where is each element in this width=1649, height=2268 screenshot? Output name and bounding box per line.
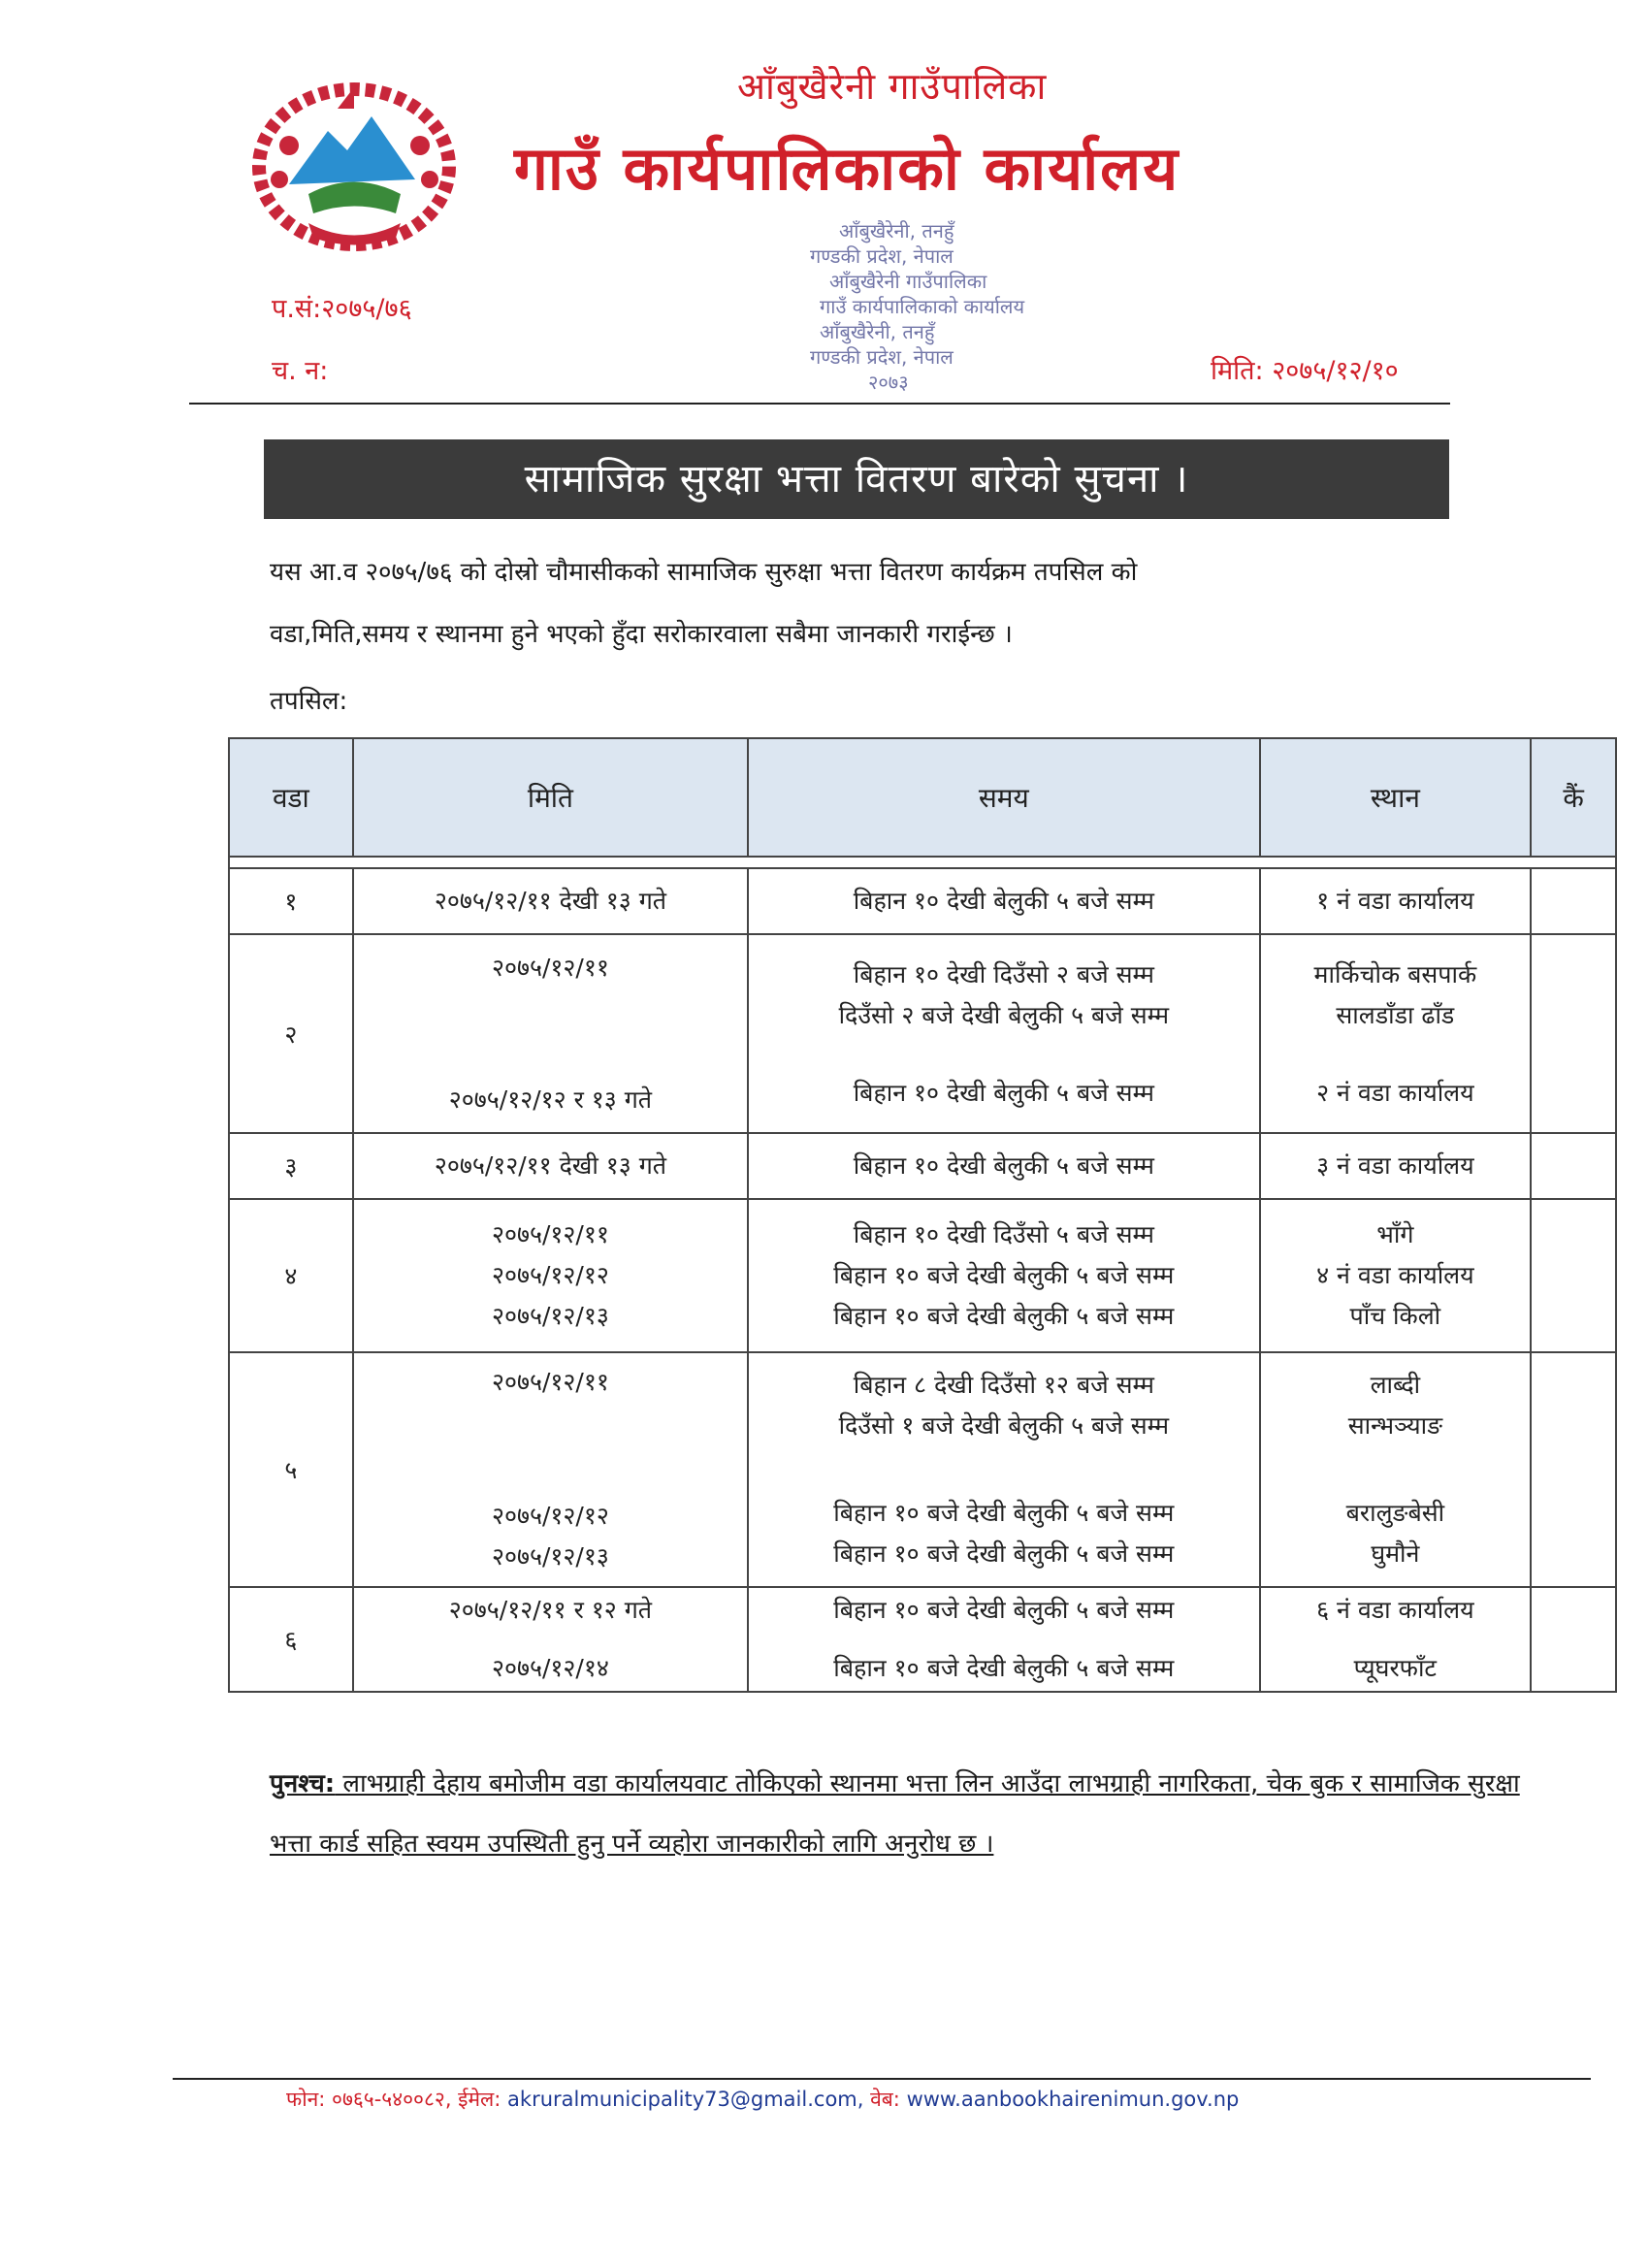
remarks-cell [1531,934,1616,1133]
table-header-row [229,738,1616,857]
remarks-cell [1531,868,1616,934]
time-cell: बिहान १० बजे देखी बेलुकी ५ बजे सम्म [833,1302,1175,1330]
time-cell: बिहान १० बजे देखी बेलुकी ५ बजे सम्म [833,1596,1175,1624]
office-stamp: आँबुखैरेनी, तनहुँ गण्डकी प्रदेश, नेपाल आँबुखैरेनी गाउँपालिका गाउँ कार्यपालिकाको कार्यालय आँबुखैरेनी, तनहुँ गण्डकी प्रदेश, नेपाल २०७३ [810,219,1025,394]
header-place: स्थान [1260,738,1532,857]
place-cell: बरालुङबेसी [1345,1499,1445,1527]
table-row [229,1352,1616,1587]
place-cell: घुमौने [1371,1539,1420,1568]
body-line-1: यस आ.व २०७५/७६ को दोस्रो चौमासीकको सामाजिक सुरुक्षा भत्ता वितरण कार्यक्रम तपसिल को [270,558,1138,587]
date-cell: २०७५/१२/१३ [491,1542,609,1571]
ward-cell: ६ [229,1587,353,1692]
header-time: समय [748,738,1259,857]
time-cell: बिहान १० देखी बेलुकी ५ बजे सम्म [853,1078,1154,1107]
body-line-2: वडा,मिति,समय र स्थानमा हुने भएको हुँदा सरोकारवाला सबैमा जानकारी गराईन्छ । [270,620,1013,649]
header-remarks: कैं [1531,738,1616,857]
postscript-note [270,1754,1540,1874]
ward-cell: २ [229,934,353,1133]
header-divider [189,403,1450,405]
time-cell: बिहान १० देखी बेलुकी ५ बजे सम्म [853,1151,1154,1180]
place-cell: ४ नं वडा कार्यालय [1316,1261,1474,1289]
remarks-cell [1531,1133,1616,1199]
ward-cell: ४ [229,1199,353,1352]
distribution-schedule-table [228,737,1617,1693]
municipality-name: आँबुखैरेनी गाउँपालिका [737,65,1048,108]
footer-phone: फोन: ०७६५-५४००८२, ईमेल: [286,2088,501,2111]
time-cell: बिहान १० देखी दिउँसो २ बजे सम्म [853,959,1154,988]
letter-date: मिति: २०७५/१२/१० [1211,356,1399,386]
remarks-cell [1531,1587,1616,1692]
remarks-cell [1531,1199,1616,1352]
remarks-cell [1531,1352,1616,1587]
date-cell: २०७५/१२/१२ र १३ गते [448,1085,653,1114]
place-cell: १ नं वडा कार्यालय [1316,887,1474,915]
postscript-label: पुनश्च: [270,1769,336,1798]
place-cell: पाँच किलो [1349,1302,1441,1330]
table-row [229,1133,1616,1199]
reference-number: प.सं:२०७५/७६ [272,294,412,324]
time-cell: बिहान १० बजे देखी बेलुकी ५ बजे सम्म [833,1539,1175,1568]
table-row [229,934,1616,1133]
place-cell: भाँगे [1376,1220,1414,1248]
table-row [229,1587,1616,1692]
time-cell: बिहान १० देखी बेलुकी ५ बजे सम्म [853,887,1154,915]
place-cell: २ नं वडा कार्यालय [1316,1078,1474,1107]
time-cell: बिहान १० बजे देखी बेलुकी ५ बजे सम्म [833,1654,1175,1682]
ward-cell: ३ [229,1133,353,1199]
place-cell: प्यूघरफाँट [1353,1654,1438,1682]
time-cell: बिहान १० बजे देखी बेलुकी ५ बजे सम्म [833,1499,1175,1527]
time-cell: बिहान १० बजे देखी बेलुकी ५ बजे सम्म [833,1261,1175,1289]
place-cell: मार्किचोक बसपार्क [1313,959,1477,988]
date-cell: २०७५/१२/११ [491,1368,609,1396]
date-cell: २०७५/१२/११ [491,1220,609,1248]
date-cell: २०७५/१२/१४ [491,1654,609,1682]
time-cell: दिउँसो १ बजे देखी बेलुकी ५ बजे सम्म [838,1411,1170,1440]
office-name: गाउँ कार्यपालिकाको कार्यालय [514,133,1180,204]
place-cell: लाब्दी [1370,1371,1421,1399]
time-cell: दिउँसो २ बजे देखी बेलुकी ५ बजे सम्म [838,1000,1170,1029]
table-row [229,1199,1616,1352]
ward-cell: १ [229,868,353,934]
notice-title: सामाजिक सुरक्षा भत्ता वितरण बारेको सुचना । [264,439,1449,519]
header-ward: वडा [229,738,353,857]
time-cell: बिहान १० देखी दिउँसो ५ बजे सम्म [853,1220,1154,1248]
tapasil-label: तपसिल: [270,687,348,716]
date-cell: २०७५/१२/११ देखी १३ गते [434,887,667,915]
footer-web-label: वेब: [870,2088,900,2111]
footer-email[interactable]: akruralmunicipality73@gmail.com, [507,2088,864,2111]
date-cell: २०७५/१२/१३ [491,1302,609,1330]
table-row [229,868,1616,934]
date-cell: २०७५/१२/१२ [491,1502,609,1530]
dispatch-number: च. न: [272,356,329,386]
date-cell: २०७५/१२/११ देखी १३ गते [434,1151,667,1180]
time-cell: बिहान ८ देखी दिउँसो १२ बजे सम्म [853,1371,1154,1399]
date-cell: २०७५/१२/११ र १२ गते [448,1596,653,1624]
place-cell: सान्भञ्याङ [1347,1411,1443,1440]
ward-cell: ५ [229,1352,353,1587]
footer-website[interactable]: www.aanbookhairenimun.gov.np [906,2088,1240,2111]
place-cell: ३ नं वडा कार्यालय [1316,1151,1474,1180]
footer-divider [173,2078,1591,2080]
footer-contact [286,2086,1239,2113]
header-date: मिति [353,738,748,857]
postscript-text: लाभग्राही देहाय बमोजीम वडा कार्यालयवाट तोकिएको स्थानमा भत्ता लिन आउँदा लाभग्राही नागरिकता, चेक बुक र सामाजिक सुरक्षा भत्ता कार्ड सहित स्वयम उपस्थिती हुनु पर्ने व्यहोरा जानकारीको लागि अनुरोध छ । [270,1769,1520,1859]
nepal-emblem-icon [250,78,459,252]
place-cell: सालडाँडा ढाँड [1336,1000,1455,1029]
date-cell: २०७५/१२/१२ [491,1261,609,1289]
place-cell: ६ नं वडा कार्यालय [1316,1596,1474,1624]
date-cell: २०७५/१२/११ [491,953,609,982]
